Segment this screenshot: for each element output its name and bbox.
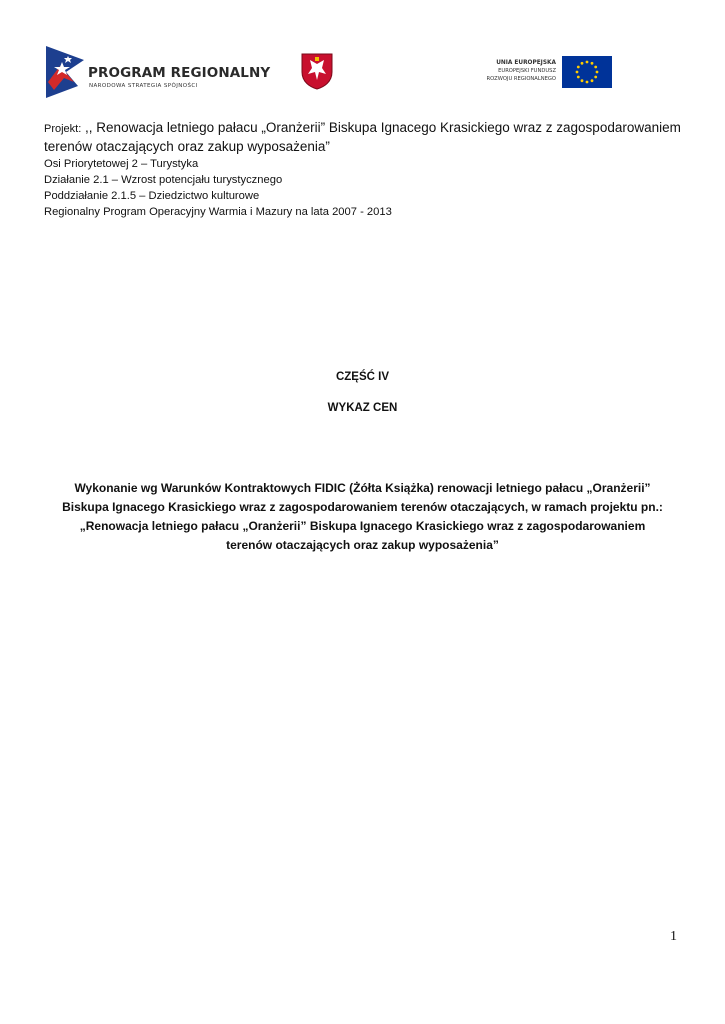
description-line1: Wykonanie wg Warunków Kontraktowych FIDIC (Żółta Książka) renowacji letniego pałacu „Oranżerii” xyxy=(74,481,651,495)
program-regionalny-logo xyxy=(44,42,271,100)
subaction: Poddziałanie 2.1.5 – Dziedzictwo kulturowe xyxy=(44,190,260,202)
eu-flag-icon xyxy=(562,56,612,88)
description-line3: „Renowacja letniego pałacu „Oranżerii” Biskupa Ignacego Krasickiego wraz z zagospodarowaniem xyxy=(79,519,646,533)
operational-program: Regionalny Program Operacyjny Warmia i Mazury na lata 2007 - 2013 xyxy=(44,206,392,218)
program-regionalny-subtitle: NARODOWA STRATEGIA SPÓJNOŚCI xyxy=(89,83,198,89)
eu-text xyxy=(464,59,556,83)
eu-fund-line2: ROZWOJU REGIONALNEGO xyxy=(486,76,556,82)
project-title-line2: terenów otaczających oraz zakup wyposażenia” xyxy=(44,139,330,154)
page-number: 1 xyxy=(670,929,677,944)
description-line4: terenów otaczających oraz zakup wyposażenia” xyxy=(226,538,499,552)
eu-name: UNIA EUROPEJSKA xyxy=(496,60,556,66)
warmia-mazury-crest xyxy=(300,52,334,90)
part-heading: CZĘŚĆ IV xyxy=(335,371,390,383)
priority-axis: Osi Priorytetowej 2 – Turystyka xyxy=(44,158,199,170)
header-logos xyxy=(44,40,684,102)
action: Działanie 2.1 – Wzrost potencjału turystycznego xyxy=(44,174,283,186)
project-label: Projekt: xyxy=(44,123,82,135)
program-regionalny-title: PROGRAM REGIONALNY xyxy=(88,65,271,81)
project-info xyxy=(44,119,684,220)
description-line2: Biskupa Ignacego Krasickiego wraz z zagospodarowaniem terenów otaczających, w ramach projektu pn.: xyxy=(62,500,663,514)
contract-description xyxy=(40,479,685,555)
project-title-text: ,, Renowacja letniego pałacu „Oranżerii” Biskupa Ignacego Krasickiego wraz z zagospodarowaniem xyxy=(81,120,681,135)
program-regionalny-emblem xyxy=(44,42,86,100)
eu-fund-line1: EUROPEJSKI FUNDUSZ xyxy=(498,68,556,74)
section-title: WYKAZ CEN xyxy=(327,402,398,414)
project-title-line1 xyxy=(44,119,684,138)
